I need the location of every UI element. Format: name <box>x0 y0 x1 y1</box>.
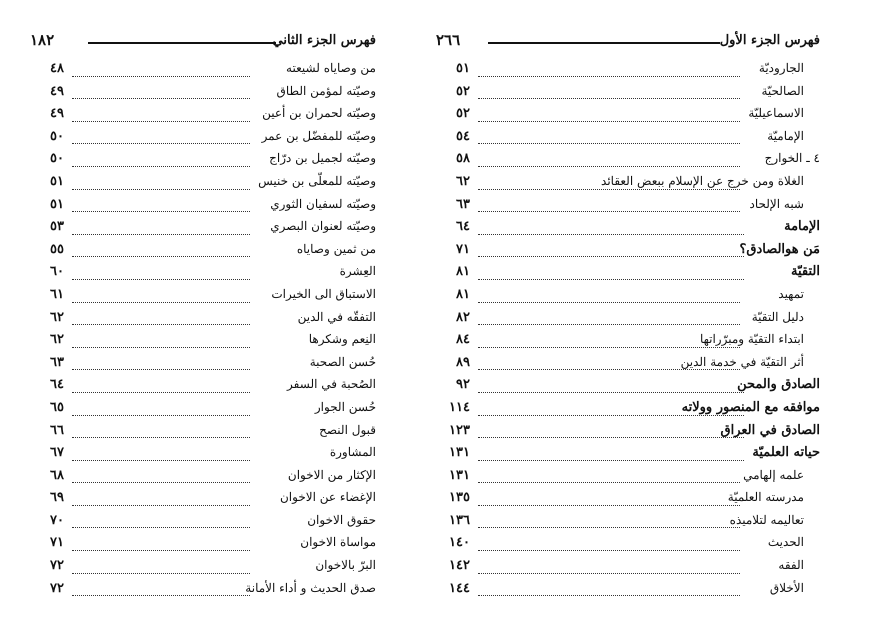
toc-entry-title: مدرسته العلميّة <box>727 490 804 505</box>
dot-leader <box>478 573 740 574</box>
right-page <box>436 0 820 639</box>
toc-entry-title: تمهيد <box>778 286 804 301</box>
dot-leader <box>72 573 250 574</box>
dot-leader <box>478 369 740 370</box>
header-rule <box>88 42 276 44</box>
left-page-header <box>30 31 376 53</box>
toc-entry-title: ٤ ـ الخوارج <box>764 151 820 166</box>
toc-entry <box>436 239 820 262</box>
toc-entry-page-number: ٧٠ <box>50 512 64 528</box>
toc-entry-page-number: ٤٨ <box>50 61 64 76</box>
toc-entry <box>30 261 376 284</box>
dot-leader <box>478 121 740 122</box>
dot-leader <box>478 415 744 416</box>
dot-leader <box>478 505 740 506</box>
toc-entry-title: حياته العلميّة <box>752 445 820 461</box>
toc-entry <box>436 374 820 397</box>
toc-entry-page-number: ٦٧ <box>50 445 64 461</box>
toc-entry-title: وصيّته لمؤمن الطاق <box>276 83 376 98</box>
toc-entry <box>436 329 820 352</box>
toc-entry-page-number: ٤٩ <box>50 106 64 122</box>
toc-entry-page-number: ٥٠ <box>50 151 64 167</box>
toc-entry-page-number: ١٣١ <box>449 467 470 483</box>
toc-entry <box>436 148 820 171</box>
toc-entry-title: الإماميّة <box>767 128 804 143</box>
dot-leader <box>72 234 250 235</box>
toc-entry-title: من وصاياه لشيعته <box>286 61 376 75</box>
toc-entry-page-number: ٥٠ <box>50 128 64 144</box>
dot-leader <box>478 143 740 144</box>
toc-entry <box>436 420 820 443</box>
toc-entry <box>30 578 376 601</box>
toc-entry <box>436 510 820 533</box>
toc-entry <box>30 171 376 194</box>
toc-entry <box>30 58 376 81</box>
dot-leader <box>72 98 250 99</box>
toc-entry-title: الحديث <box>767 535 804 550</box>
toc-entry-title: الفقه <box>778 558 804 573</box>
toc-entry-page-number: ٨١ <box>456 264 470 280</box>
toc-entry-page-number: ١٣١ <box>449 445 470 461</box>
toc-entry-page-number: ١٤٠ <box>449 535 470 551</box>
toc-entry-title: علمه إلهامي <box>743 467 804 482</box>
toc-entry <box>436 442 820 465</box>
dot-leader <box>72 121 250 122</box>
dot-leader <box>72 482 250 483</box>
toc-entry-page-number: ٦٠ <box>50 264 64 280</box>
toc-entry-title: صدق الحديث و أداء الأمانة <box>245 580 376 595</box>
dot-leader <box>72 189 250 190</box>
header-rule <box>488 42 720 44</box>
toc-entry <box>436 58 820 81</box>
toc-entry-title: وصيّته للمعلّى بن خنيس <box>258 173 376 188</box>
toc-entry <box>30 307 376 330</box>
toc-entry-page-number: ٦١ <box>50 286 64 302</box>
dot-leader <box>72 166 250 167</box>
toc-entry-title: الإكثار من الاخوان <box>287 467 376 482</box>
toc-entry-title: الاستباق الى الخيرات <box>271 286 376 301</box>
toc-entry <box>30 374 376 397</box>
toc-entry-page-number: ١١٤ <box>449 399 470 415</box>
dot-leader <box>478 324 740 325</box>
toc-entry-title: الصادق والمحن <box>737 377 820 393</box>
dot-leader <box>478 234 744 235</box>
toc-entry <box>30 465 376 488</box>
toc-entry-page-number: ٥٤ <box>456 128 470 144</box>
toc-entry-page-number: ١٤٤ <box>449 580 470 596</box>
toc-entry-page-number: ٦٤ <box>50 377 64 393</box>
toc-entry-title: وصيّته لجميل بن درّاج <box>269 151 376 166</box>
toc-entry-page-number: ٥٥ <box>50 241 64 257</box>
dot-leader <box>72 550 250 551</box>
toc-entry-title: أثر التقيّة في خدمة الدين <box>680 354 804 369</box>
toc-entry-page-number: ٥١ <box>456 61 470 76</box>
dot-leader <box>478 460 744 461</box>
toc-entry-title: التفقّه في الدين <box>297 309 376 324</box>
dot-leader <box>72 505 250 506</box>
dot-leader <box>478 76 740 77</box>
toc-entry <box>30 487 376 510</box>
toc-entry-title: حُسن الجوار <box>314 399 376 414</box>
dot-leader <box>72 347 250 348</box>
toc-entry-page-number: ٩٢ <box>456 377 470 393</box>
toc-entry-title: النِعم وشكرها <box>308 332 376 347</box>
dot-leader <box>478 211 740 212</box>
toc-entry-title: الصُحبة في السفر <box>287 377 376 392</box>
toc-entry-page-number: ٥٢ <box>456 83 470 99</box>
toc-entry <box>30 532 376 555</box>
toc-entry-page-number: ٨١ <box>456 286 470 302</box>
toc-entry-page-number: ٨٢ <box>456 309 470 325</box>
dot-leader <box>478 189 740 190</box>
toc-entry-title: من ثمين وصاياه <box>296 241 376 256</box>
right-page-title: فهرس الجزء الأول <box>719 33 820 48</box>
dot-leader <box>72 392 250 393</box>
toc-entry <box>436 216 820 239</box>
toc-entry <box>30 148 376 171</box>
toc-entry-title: وصيّته للمفضّل بن عمر <box>261 128 376 143</box>
toc-entry-page-number: ٦٢ <box>456 173 470 189</box>
dot-leader <box>72 302 250 303</box>
toc-entry-title: الجاروديّة <box>758 61 804 75</box>
left-page-title: فهرس الجزء الثاني <box>272 33 376 48</box>
toc-entry <box>436 532 820 555</box>
toc-entry-title: الصالحيّة <box>761 83 804 98</box>
toc-entry <box>30 442 376 465</box>
toc-entry <box>30 284 376 307</box>
dot-leader <box>72 527 250 528</box>
toc-entry-page-number: ٤٩ <box>50 83 64 99</box>
toc-entry-title: الغلاة ومن خرج عن الإسلام ببعض العقائد <box>601 173 804 188</box>
toc-entry-title: الاسماعيليّة <box>748 106 804 121</box>
dot-leader <box>72 369 250 370</box>
toc-entry <box>436 126 820 149</box>
toc-entry-page-number: ٥٣ <box>50 219 64 235</box>
toc-entry-title: الإغضاء عن الاخوان <box>279 490 376 505</box>
dot-leader <box>478 550 740 551</box>
toc-entry <box>30 510 376 533</box>
toc-entry-title: وصيّته لسفيان الثوري <box>270 196 376 211</box>
toc-entry <box>30 352 376 375</box>
toc-entry <box>30 420 376 443</box>
dot-leader <box>72 595 250 596</box>
toc-entry <box>436 194 820 217</box>
toc-entry-page-number: ٥١ <box>50 196 64 212</box>
toc-entry <box>436 465 820 488</box>
left-page-number: ١٨٢ <box>30 31 55 49</box>
dot-leader <box>72 324 250 325</box>
dot-leader <box>478 302 740 303</box>
toc-entry-page-number: ٨٤ <box>456 332 470 348</box>
toc-entry <box>436 81 820 104</box>
dot-leader <box>72 256 250 257</box>
dot-leader <box>72 211 250 212</box>
toc-entry-page-number: ٨٩ <box>456 354 470 370</box>
toc-entry-page-number: ٥١ <box>50 173 64 189</box>
toc-entry-page-number: ٧٢ <box>50 580 64 596</box>
toc-entry-title: حقوق الاخوان <box>307 512 376 527</box>
dot-leader <box>72 415 250 416</box>
toc-entry-title: الإمامة <box>784 219 820 235</box>
toc-entry-title: شبه الإلحاد <box>749 196 804 211</box>
toc-entry-title: العِشرة <box>339 264 376 279</box>
toc-entry-page-number: ٦٢ <box>50 332 64 348</box>
left-toc-list <box>30 58 376 600</box>
toc-entry-title: وصيّته لحمران بن أعين <box>262 106 376 121</box>
toc-entry-page-number: ٧٢ <box>50 558 64 574</box>
dot-leader <box>72 143 250 144</box>
dot-leader <box>72 279 250 280</box>
toc-entry-title: ابتداء التقيّة ومبرّراتها <box>699 332 804 347</box>
toc-entry-page-number: ١٤٢ <box>449 558 470 574</box>
toc-entry-title: مواساة الاخوان <box>300 535 376 550</box>
toc-entry <box>30 194 376 217</box>
dot-leader <box>478 392 744 393</box>
dot-leader <box>478 279 744 280</box>
toc-entry <box>436 171 820 194</box>
toc-entry <box>30 216 376 239</box>
toc-entry-page-number: ٦٨ <box>50 467 64 483</box>
toc-entry-title: المشاورة <box>329 445 376 460</box>
toc-entry <box>436 284 820 307</box>
right-page-header <box>436 31 820 53</box>
toc-entry <box>30 555 376 578</box>
toc-entry-title: الصادق في العراق <box>720 422 820 438</box>
toc-entry-title: موافقه مع المنصور وولاته <box>681 399 820 415</box>
right-page-number: ٢٦٦ <box>436 31 461 49</box>
toc-entry-page-number: ٦٦ <box>50 422 64 438</box>
dot-leader <box>478 98 740 99</box>
toc-entry-page-number: ٦٤ <box>456 219 470 235</box>
toc-entry <box>436 103 820 126</box>
left-page <box>30 0 376 639</box>
toc-entry <box>30 81 376 104</box>
toc-entry-title: حُسن الصحبة <box>309 354 376 369</box>
toc-entry-page-number: ٦٩ <box>50 490 64 506</box>
toc-entry-title: وصيّته لعنوان البصري <box>270 219 376 234</box>
toc-entry-title: التقيّة <box>791 264 820 280</box>
toc-entry-title: الأخلاق <box>769 580 804 595</box>
toc-entry <box>30 329 376 352</box>
dot-leader <box>478 595 740 596</box>
toc-entry <box>436 397 820 420</box>
toc-entry-title: تعاليمه لتلاميذه <box>729 512 804 527</box>
toc-entry <box>436 555 820 578</box>
toc-entry-page-number: ٧١ <box>456 241 470 257</box>
right-toc-list <box>436 58 820 600</box>
toc-entry-page-number: ١٣٥ <box>449 490 470 506</box>
toc-entry <box>436 352 820 375</box>
toc-entry-title: البرّ بالاخوان <box>315 558 376 573</box>
toc-entry <box>436 307 820 330</box>
toc-entry <box>30 126 376 149</box>
toc-entry-page-number: ٦٣ <box>456 196 470 212</box>
toc-entry-page-number: ٦٢ <box>50 309 64 325</box>
dot-leader <box>478 527 740 528</box>
dot-leader <box>72 460 250 461</box>
toc-entry <box>30 103 376 126</box>
toc-entry-title: دليل التقيّة <box>751 309 804 324</box>
toc-entry-page-number: ١٢٣ <box>449 422 470 438</box>
dot-leader <box>478 482 740 483</box>
toc-entry-page-number: ٧١ <box>50 535 64 551</box>
toc-entry <box>436 578 820 601</box>
dot-leader <box>72 76 250 77</box>
toc-entry <box>30 397 376 420</box>
toc-entry-page-number: ١٣٦ <box>449 512 470 528</box>
dot-leader <box>72 437 250 438</box>
toc-entry-page-number: ٦٣ <box>50 354 64 370</box>
toc-entry-page-number: ٦٥ <box>50 399 64 415</box>
dot-leader <box>478 347 740 348</box>
dot-leader <box>478 256 744 257</box>
toc-entry-page-number: ٥٢ <box>456 106 470 122</box>
toc-entry <box>436 487 820 510</box>
toc-entry-page-number: ٥٨ <box>456 151 470 167</box>
toc-entry <box>30 239 376 262</box>
dot-leader <box>478 166 740 167</box>
toc-entry-title: قبول النصح <box>319 422 376 437</box>
toc-entry-title: مَن هوالصادق؟ <box>739 241 820 257</box>
toc-entry <box>436 261 820 284</box>
dot-leader <box>478 437 744 438</box>
